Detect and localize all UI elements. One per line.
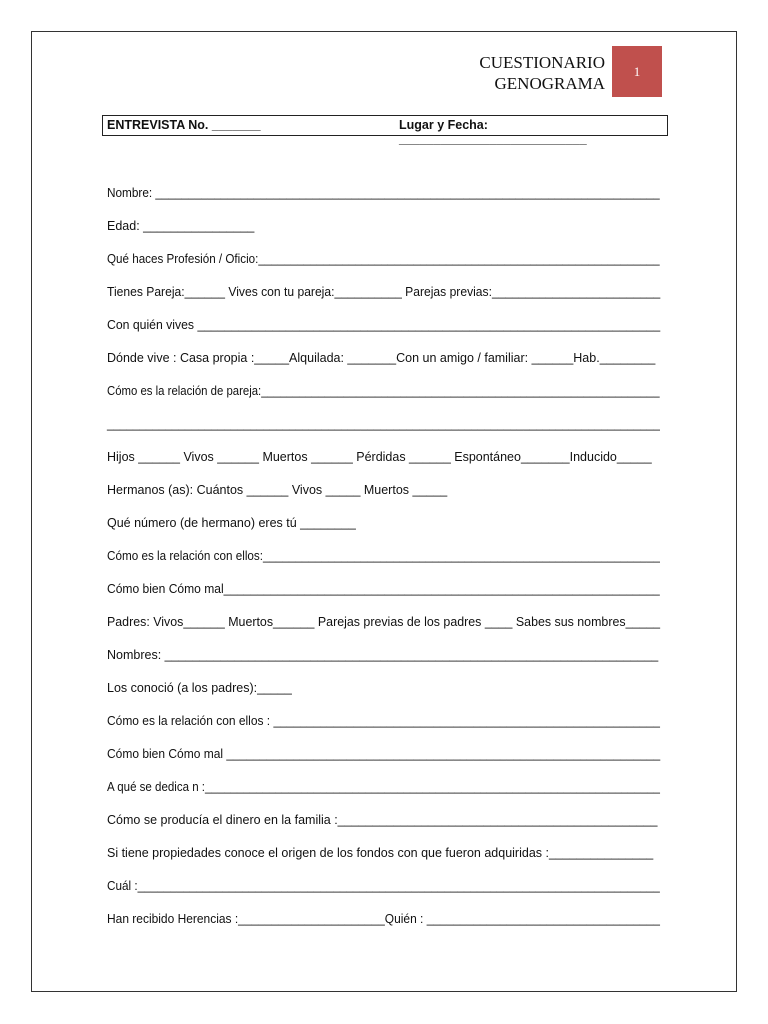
field-propiedades[interactable]: Si tiene propiedades conoce el origen de los fondos con que fueron adquiridas :_______________ [107,846,654,860]
title-line-1: CUESTIONARIO [479,53,605,72]
interview-header-box [102,115,668,146]
field-nombres[interactable]: Nombres: _______________________________________________________________________ [107,648,659,662]
place-date-field[interactable]: Lugar y Fecha: ___________________________ [399,118,587,146]
field-conocio-padres[interactable]: Los conoció (a los padres):_____ [107,681,292,695]
field-edad[interactable]: Edad: ________________ [107,219,255,233]
field-nombre[interactable]: Nombre: _____________________________________________________________________________ [107,186,660,200]
field-pareja[interactable]: Tienes Pareja:______ Vives con tu pareja:__________ Parejas previas:_________________________ [107,285,661,299]
field-hermanos[interactable]: Hermanos (as): Cuántos ______ Vivos _____ Muertos _____ [107,483,448,497]
field-herencias[interactable]: Han recibido Herencias :______________________Quién : ___________________________________ [107,912,660,926]
title-line-2: GENOGRAMA [494,74,605,93]
interview-number-field[interactable]: ENTREVISTA No. _______ [107,118,261,132]
document-title [430,52,605,94]
field-con-quien-vives[interactable]: Con quién vives ____________________________________________________________________ [107,318,661,332]
page-number-badge [612,46,662,97]
page-number: 1 [633,63,641,79]
field-cual[interactable]: Cuál :________________________________________________________________________________ [107,879,660,893]
field-hijos[interactable]: Hijos ______ Vivos ______ Muertos ______ Pérdidas ______ Espontáneo_______Inducido_____ [107,450,652,464]
field-relacion-pareja-cont[interactable]: _____________________________________________________________________________________ [107,417,660,431]
field-relacion-pareja[interactable]: Cómo es la relación de pareja:_______________________________________________________________ [107,384,660,398]
field-relacion-padres[interactable]: Cómo es la relación con ellos : __________________________________________________________ [107,714,660,728]
field-como-bien-mal[interactable]: Cómo bien Cómo mal_________________________________________________________________ [107,582,660,596]
field-dinero-familia[interactable]: Cómo se producía el dinero en la familia :______________________________________________ [107,813,658,827]
field-como-bien-mal-padres[interactable]: Cómo bien Cómo mal _________________________________________________________________ [107,747,661,761]
field-numero-hermano[interactable]: Qué número (de hermano) eres tú ________ [107,516,356,530]
field-a-que-se-dedica[interactable]: A qué se dedica n :_______________________________________________________________________ [107,780,660,794]
field-relacion-hermanos[interactable]: Cómo es la relación con ellos:_____________________________________________________________ [107,549,660,563]
field-padres[interactable]: Padres: Vivos______ Muertos______ Parejas previas de los padres ____ Sabes sus nombres_____ [107,615,661,629]
field-profesion[interactable]: Qué haces Profesión / Oficio:______________________________________________________________ [107,252,660,266]
field-donde-vive[interactable]: Dónde vive : Casa propia :_____Alquilada: _______Con un amigo / familiar: ______Hab.________ [107,351,656,365]
